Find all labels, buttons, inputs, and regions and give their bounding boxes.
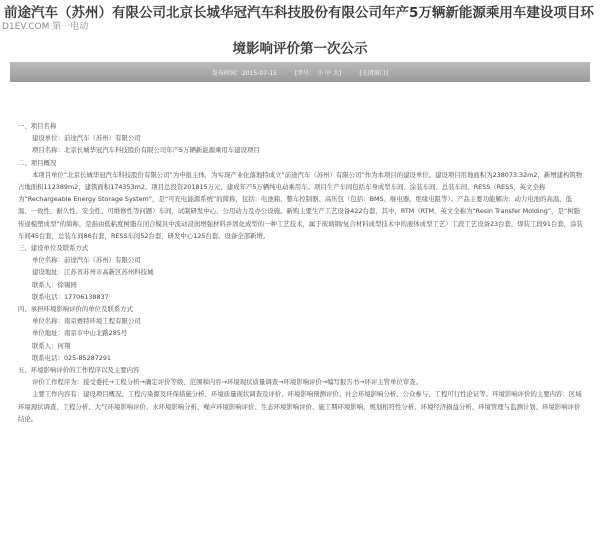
font-size-label: [字号：: [294, 69, 316, 77]
watermark: D1EV.COM 第一电动: [2, 22, 89, 32]
s3-phone: 联系电话：17706138837: [32, 292, 109, 301]
s2-body: 本项目单位“北京长城华冠汽车科技股份有限公司”为申报主体，为实现产业化落地特成立“前途汽车（苏州）有限公司”作为本项目的建设单位。建设项目用地面积为238073.32m2，新增建构筑物占地面积112389m2，建筑面积174353m2。项目总投资201815万元，建成年产5万辆纯电动乘用车。项目生产车间包括车身成型车间、涂装车间、总装车间、RESS（RESS，英文全称为“Rechargeable Energy Storage System”，是“可充电能源系统”的简称，包括：电池箱、整车控制器、高压包（包括：BMS、继电器、绝缘电阻等）。产品主要功能解决：动力电池的高温、低温、一致性、耐久性、安全性、可维修性等问题）车间，试制研发中心、公用动力及办公设施。新购主要生产工艺设备422台套，其中，RTM（RTM，英文全称为“Resin Transfer Molding”，是“树脂传递模塑成型”的简称，是指由低粘度树脂在闭合模具中流动浸润增强材料并固化成型的一种工艺技术，属于玻璃钢/复合材料成型技术中的液体成型工艺）工段工艺设备23台套，焊装工段91台套，涂装车间45台套，总装车间86台套，RESS车间52台套，研发中心125台套。设备全部新增。: [18, 170, 583, 240]
section-1-heading: 一、项目名称: [18, 122, 57, 130]
section-5-heading: 五、环境影响评价的工作程序以及主要内容: [18, 366, 140, 375]
section-3-heading: 三、建设单位及联系方式: [18, 244, 89, 253]
title-line-2: 境影响评价第一次公示: [232, 41, 368, 57]
font-size-end: ]: [339, 69, 342, 77]
publish-date-value: 2015-07-15: [241, 69, 277, 77]
publish-date: [212, 68, 277, 77]
article-body: [18, 120, 583, 425]
font-size-large[interactable]: 大: [332, 69, 339, 77]
publish-date-label: 发布时间：: [211, 69, 242, 77]
close-window-button[interactable]: [关闭窗口]: [359, 69, 389, 77]
s3-unit: 单位名称：前途汽车（苏州）有限公司: [32, 256, 141, 265]
section-4-heading: 四、承担环境影响评价的单位及联系方式: [18, 305, 134, 314]
font-size-medium[interactable]: 中: [325, 69, 332, 77]
font-size-controls: [295, 68, 342, 77]
s5-procedure: 评价工作程序为：接受委托→工程分析→确定评价等级、范围和内容→环境现状质量调查→环境影响评价→编写报告书→环评主管单位审查。: [32, 378, 423, 387]
section-2-heading: 二、项目概况: [18, 158, 57, 167]
s4-contact: 联系人：何翔: [32, 341, 71, 350]
font-size-small[interactable]: 小: [317, 69, 324, 77]
s4-phone: 联系电话：025-85287291: [32, 353, 111, 362]
s3-address: 建设地址：江苏省苏州市高新区苏州科技城: [32, 268, 154, 277]
s4-address: 单位地址：南京市中山北路285号: [32, 329, 128, 338]
title-line-1: 前途汽车（苏州）有限公司北京长城华冠汽车科技股份有限公司年产5万辆新能源乘用车建设项目环: [4, 5, 594, 21]
article-title: [4, 2, 596, 60]
meta-bar: [10, 62, 590, 82]
s4-unit: 单位名称：南京赛特环境工程有限公司: [32, 317, 141, 326]
s1-project-name: 项目名称：北京长城华冠汽车科技股份有限公司年产5万辆新能源乘用车建设项目: [32, 146, 260, 155]
s3-contact: 联系人：徐锡园: [32, 280, 77, 289]
s5-main-content: 主要工作内容有：建设项目概况、工程污染源及环保措施分析、环境质量现状调查及评价、环境影响预测评价、社会环境影响分析、公众参与、工程可行性论证等。环境影响评价的主要内容：区域环境现状调查、工程分析、大气环境影响评价、水环境影响分析、噪声环境影响评价、生态环境影响评价、施工期环境影响、规划相符性分析、环境经济损益分析、环境管理与监测计划、环境影响评价结论。: [18, 390, 582, 423]
s1-unit: 建设单位：前途汽车（苏州）有限公司: [32, 134, 141, 143]
